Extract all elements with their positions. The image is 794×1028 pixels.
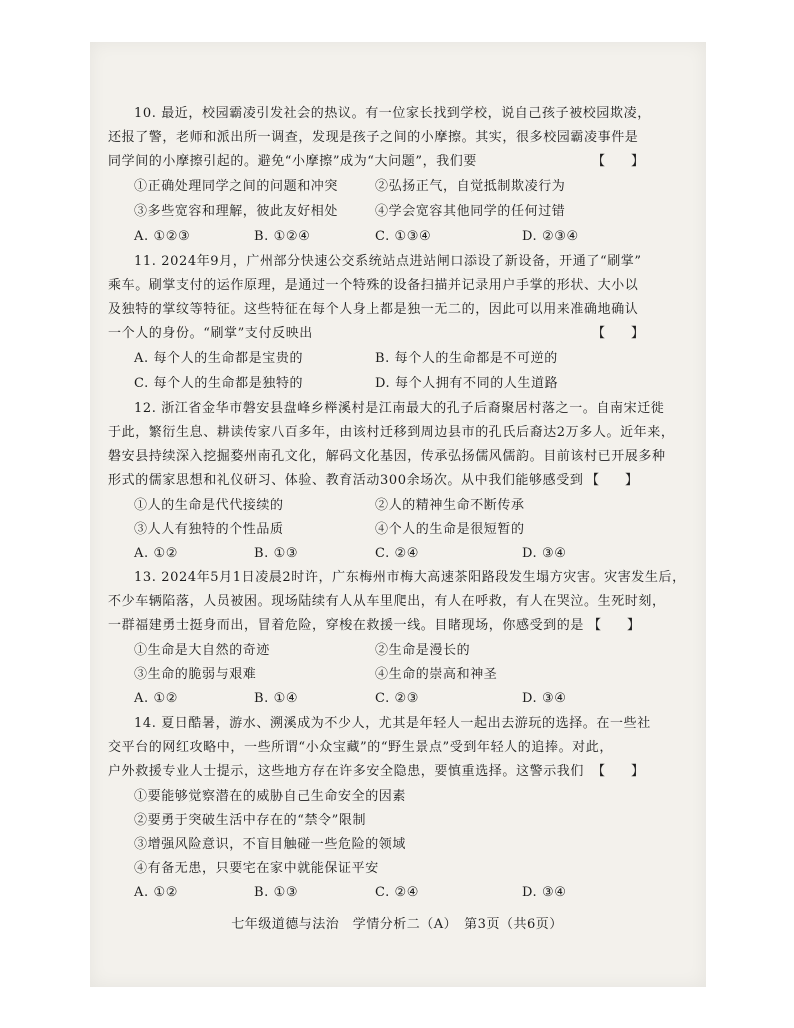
q12-stem-line-2: 于此，繁衍生息、耕读传家八百多年，由该村迁移到周边县市的孔氏后裔达2万多人。近年来， <box>108 425 675 440</box>
q13-statement-1: ①生命是大自然的奇迹 <box>134 643 271 658</box>
q11-option-a: A. 每个人的生命都是宝贵的 <box>134 351 304 366</box>
q14-statement-2: ②要勇于突破生活中存在的“禁令”限制 <box>134 813 367 828</box>
q13-option-a: A. ①② <box>134 691 178 706</box>
q12-stem-line-1: 12. 浙江省金华市磐安县盘峰乡榉溪村是江南最大的孔子后裔聚居村落之一。自南宋迁徙 <box>134 401 665 416</box>
q12-stem-line-4: 形式的儒家思想和礼仪研习、体验、教育活动300余场次。从中我们能够感受到 <box>108 473 584 488</box>
q13-option-b: B. ①④ <box>254 691 299 706</box>
q11-option-c: C. 每个人的生命都是独特的 <box>134 376 304 391</box>
q10-stem-line-1: 10. 最近，校园霸凌引发社会的热议。有一位家长找到学校，说自己孩子被校园欺凌， <box>134 106 651 121</box>
q11-answer-bracket: 【 】 <box>592 326 645 341</box>
q10-option-a: A. ①②③ <box>134 229 191 244</box>
q11-stem-line-3: 及独特的掌纹等特征。这些特征在每个人身上都是独一无二的，因此可以用来准确地确认 <box>108 302 639 317</box>
q10-statement-3: ③多些宽容和理解，彼此友好相处 <box>134 204 339 219</box>
q11-stem-line-1: 11. 2024年9月，广州部分快速公交系统站点进站闸口添设了新设备，开通了“刷掌” <box>134 254 642 269</box>
q13-stem-line-1: 13. 2024年5月1日凌晨2时许，广东梅州市梅大高速茶阳路段发生塌方灾害。灾害发生后， <box>134 570 686 585</box>
q12-option-d: D. ③④ <box>522 546 567 561</box>
q12-option-c: C. ②④ <box>375 546 420 561</box>
q10-statement-1: ①正确处理同学之间的问题和冲突 <box>134 179 339 194</box>
q10-option-c: C. ①③④ <box>375 229 432 244</box>
q14-option-a: A. ①② <box>134 885 178 900</box>
q13-statement-2: ②生命是漫长的 <box>375 643 471 658</box>
q14-option-c: C. ②④ <box>375 885 420 900</box>
q12-statement-4: ④个人的生命是很短暂的 <box>375 522 525 537</box>
q11-option-b: B. 每个人的生命都是不可逆的 <box>375 351 558 366</box>
q13-stem-line-2: 不少车辆陷落，人员被困。现场陆续有人从车里爬出，有人在呼救，有人在哭泣。生死时刻， <box>108 594 666 609</box>
q12-answer-bracket: 【 】 <box>586 473 639 488</box>
q11-stem-line-2: 乘车。刷掌支付的运作原理，是通过一个特殊的设备扫描并记录用户手掌的形状、大小以 <box>108 278 639 293</box>
q14-option-d: D. ③④ <box>522 885 567 900</box>
q10-answer-bracket: 【 】 <box>592 154 645 169</box>
q13-statement-4: ④生命的崇高和神圣 <box>375 667 498 682</box>
q10-option-d: D. ②③④ <box>522 229 579 244</box>
q12-statement-1: ①人的生命是代代接续的 <box>134 498 284 513</box>
q14-stem-line-1: 14. 夏日酷暑，游水、溯溪成为不少人，尤其是年轻人一起出去游玩的选择。在一些社 <box>134 716 651 731</box>
q14-statement-1: ①要能够觉察潜在的威胁自己生命安全的因素 <box>134 789 407 804</box>
q13-option-c: C. ②③ <box>375 691 420 706</box>
q14-answer-bracket: 【 】 <box>592 764 645 779</box>
q12-option-b: B. ①③ <box>254 546 299 561</box>
q14-stem-line-3: 户外救援专业人士提示，这些地方存在许多安全隐患，要慎重选择。这警示我们 <box>108 764 585 779</box>
q10-stem-line-2: 还报了警，老师和派出所一调查，发现是孩子之间的小摩擦。其实，很多校园霸凌事件是 <box>108 130 639 145</box>
q13-answer-bracket: 【 】 <box>588 618 641 633</box>
q11-stem-line-4: 一个人的身份。“刷掌”支付反映出 <box>108 326 313 341</box>
q10-option-b: B. ①②④ <box>254 229 311 244</box>
q11-option-d: D. 每个人拥有不同的人生道路 <box>375 376 559 391</box>
q10-statement-2: ②弘扬正气，自觉抵制欺凌行为 <box>375 179 566 194</box>
q12-statement-3: ③人人有独特的个性品质 <box>134 522 284 537</box>
q14-statement-3: ③增强风险意识，不盲目触碰一些危险的领域 <box>134 837 407 852</box>
q12-option-a: A. ①② <box>134 546 178 561</box>
q14-statement-4: ④有备无患，只要宅在家中就能保证平安 <box>134 861 379 876</box>
q14-stem-line-2: 交平台的网红攻略中，一些所谓“小众宝藏”的“野生景点”受到年轻人的追捧。对此， <box>108 740 613 755</box>
page-footer: 七年级道德与法治 学情分析二（A） 第3页（共6页） <box>231 917 563 932</box>
q13-stem-line-3: 一群福建勇士挺身而出，冒着危险，穿梭在救援一线。目睹现场，你感受到的是 <box>108 618 585 633</box>
q13-option-d: D. ③④ <box>522 691 567 706</box>
q10-stem-line-3: 同学间的小摩擦引起的。避免“小摩擦”成为“大问题”，我们要 <box>108 154 477 169</box>
q10-statement-4: ④学会宽容其他同学的任何过错 <box>375 204 566 219</box>
q13-statement-3: ③生命的脆弱与艰难 <box>134 667 257 682</box>
q12-statement-2: ②人的精神生命不断传承 <box>375 498 525 513</box>
q14-option-b: B. ①③ <box>254 885 299 900</box>
q12-stem-line-3: 磐安县持续深入挖掘婺州南孔文化，解码文化基因，传承弘扬儒风儒韵。目前该村已开展多种 <box>108 449 666 464</box>
